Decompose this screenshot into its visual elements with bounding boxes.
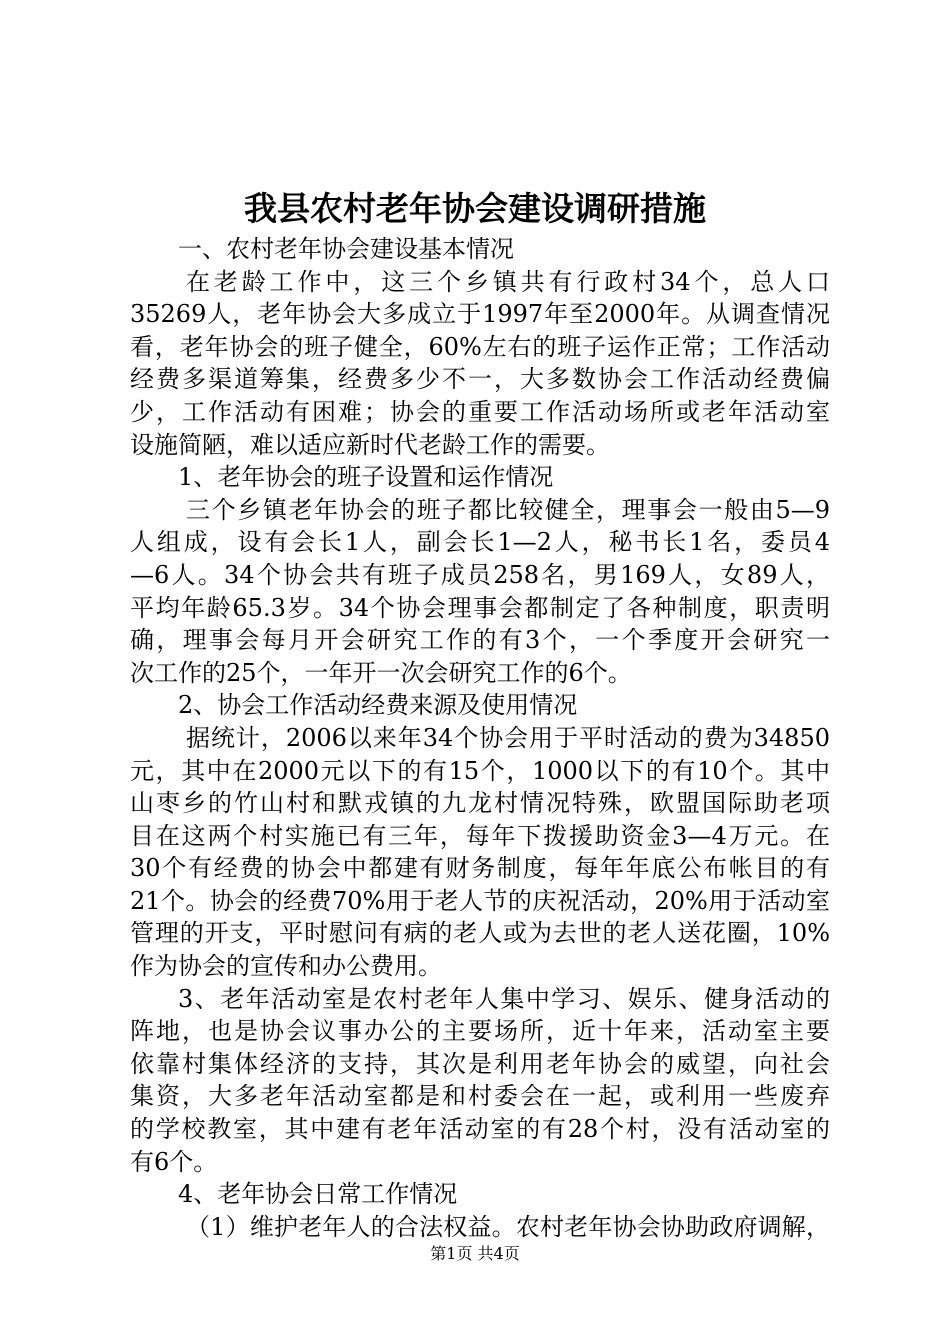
paragraph-line: —6人。34个协会共有班子成员258名，男169人，女89人， [130,560,830,589]
paragraph-line: 经费多渠道筹集，经费多少不一，大多数协会工作活动经费偏 [130,365,830,394]
paragraph-line: 元，其中在2000元以下的有15个，1000以下的有10个。其中 [130,756,830,785]
paragraph-line: 30个有经费的协会中都建有财务制度，每年年底公布帐目的有 [130,854,830,883]
paragraph-line: 依靠村集体经济的支持，其次是利用老年协会的威望，向社会 [130,1049,830,1078]
paragraph-line: 确，理事会每月开会研究工作的有3个，一个季度开会研究一 [130,626,830,655]
subsection-heading: 2、协会工作活动经费来源及使用情况 [178,691,578,720]
paragraph-line: 集资，大多老年活动室都是和村委会在一起，或利用一些废弃 [130,1082,830,1111]
subsection-heading: 4、老年协会日常工作情况 [178,1180,458,1209]
paragraph-line: 平均年龄65.3岁。34个协会理事会都制定了各种制度，职责明 [130,593,830,622]
paragraph-line: 35269人，老年协会大多成立于1997年至2000年。从调查情况 [130,300,830,329]
paragraph-line: （1）维护老年人的合法权益。农村老年协会协助政府调解， [186,1212,830,1241]
page-footer: 第1页 共4页 [430,1244,520,1263]
section-heading: 一、农村老年协会建设基本情况 [178,235,514,263]
document-body [130,233,830,1243]
paragraph-line: 山枣乡的竹山村和默戎镇的九龙村情况特殊，欧盟国际助老项 [130,789,830,818]
paragraph-line: 阵地，也是协会议事办公的主要场所，近十年来，活动室主要 [130,1017,830,1046]
paragraph-line: 21个。协会的经费70%用于老人节的庆祝活动，20%用于活动室 [130,886,830,915]
paragraph-line: 三个乡镇老年协会的班子都比较健全，理事会一般由5—9 [186,495,830,524]
paragraph-line: 的学校教室，其中建有老年活动室的有28个村，没有活动室的 [130,1115,830,1144]
paragraph-line: 在老龄工作中，这三个乡镇共有行政村34个，总人口 [186,267,830,296]
document-title: 我县农村老年协会建设调研措施 [244,189,706,228]
paragraph-line: 据统计，2006以来年34个协会用于平时活动的费为34850 [186,723,830,752]
paragraph-line: 设施简陋，难以适应新时代老龄工作的需要。 [130,430,610,459]
paragraph-line: 少，工作活动有困难；协会的重要工作活动场所或老年活动室 [130,397,830,426]
paragraph-line: 次工作的25个，一年开一次会研究工作的6个。 [130,658,632,687]
paragraph-line: 有6个。 [130,1147,218,1176]
subsection-heading: 1、老年协会的班子设置和运作情况 [178,463,554,492]
paragraph-line: 看，老年协会的班子健全，60%左右的班子运作正常；工作活动 [130,332,830,361]
paragraph-line: 3、老年活动室是农村老年人集中学习、娱乐、健身活动的 [178,984,830,1013]
paragraph-line: 管理的开支，平时慰问有病的老人或为去世的老人送花圈，10% [130,919,830,948]
paragraph-line: 目在这两个村实施已有三年，每年下拨援助资金3—4万元。在 [130,821,830,850]
paragraph-line: 作为协会的宣传和办公费用。 [130,952,442,981]
paragraph-line: 人组成，设有会长1人，副会长1—2人，秘书长1名，委员4 [130,528,830,557]
